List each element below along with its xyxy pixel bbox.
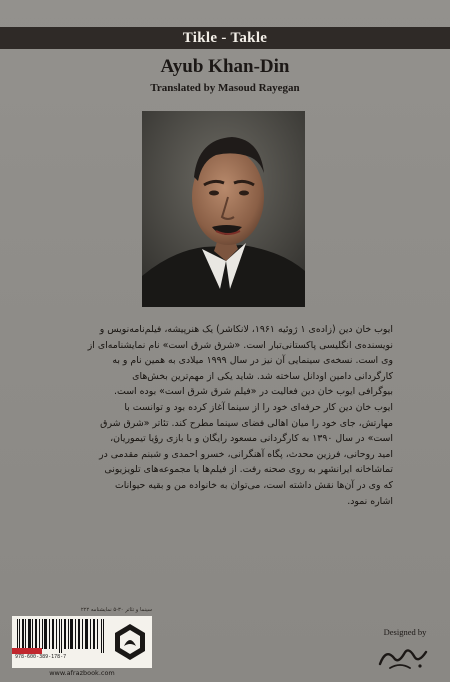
translator-credit: Translated by Masoud Rayegan [150,82,300,94]
bio-line: امید روحانی، فرزین محدث، پگاه آهنگرانی، خسرو احمدی و شبنم مقدمی در [99,448,393,460]
publisher-website: www.afrazbook.com [49,669,115,677]
bio-line: مهارتش، جای خود را میان اهالی فضای سینما مطرح کند. تئاتر «شرق شرق [100,417,393,429]
isbn-number: 978-600-389-178-7 [15,654,67,660]
publisher-logo-icon [112,622,148,662]
bio-line: بیوگرافی ایوب خان دین فعالیت در «فیلم شرق شرق است» بوده است. [114,386,393,398]
bio-line: وی است. نسخه‌ی سینمایی آن نیز در سال ۱۹۹۹ میلادی به همین نام و به [112,355,393,367]
author-biography [60,322,393,509]
author-photo [142,111,305,307]
bio-line: است» در سال ۱۳۹۰ به کارگردانی مسعود رایگان و با بازی رؤیا تیموریان، [110,433,393,445]
author-portrait-icon [142,111,305,307]
price-tag [12,648,42,654]
designer-credit: Designed by [383,627,427,637]
bio-line: نویسنده‌ی انگلیسی پاکستانی‌تبار است. «شرق شرق است» نام نمایشنامه‌ای از [87,339,393,351]
bio-line: ایوب خان دین (زاده‌ی ۱ ژوئیه ۱۹۶۱، لانکاشر) یک هنرپیشه، فیلم‌نامه‌نویس و [99,324,393,335]
series-info: سینما و تئاتر ۳۰-۵ نمایشنامه ۲۲۲ [80,607,152,613]
bio-line: که وی در آن‌ها نقش داشته است، می‌توان به خانواده من و بقیه حیوانات [114,479,393,491]
bio-line: کارگردانی دامین اودانل ساخته شد. شاید یکی از مهم‌ترین بخش‌های [132,370,393,382]
book-title: Tikle - Takle [182,29,268,46]
bio-line: اشاره نمود. [347,495,393,507]
designer-signature-icon [376,640,432,672]
author-name: Ayub Khan-Din [160,56,290,77]
bio-line: ایوب خان دین کار حرفه‌ای خود را از سینما آغاز کرده بود و توانست با [124,401,393,413]
title-band [0,27,450,49]
bio-line: تماشاخانه ایرانشهر به روی صحنه رفت. از فیلم‌ها یا مجموعه‌های تلویزیونی [104,464,393,476]
